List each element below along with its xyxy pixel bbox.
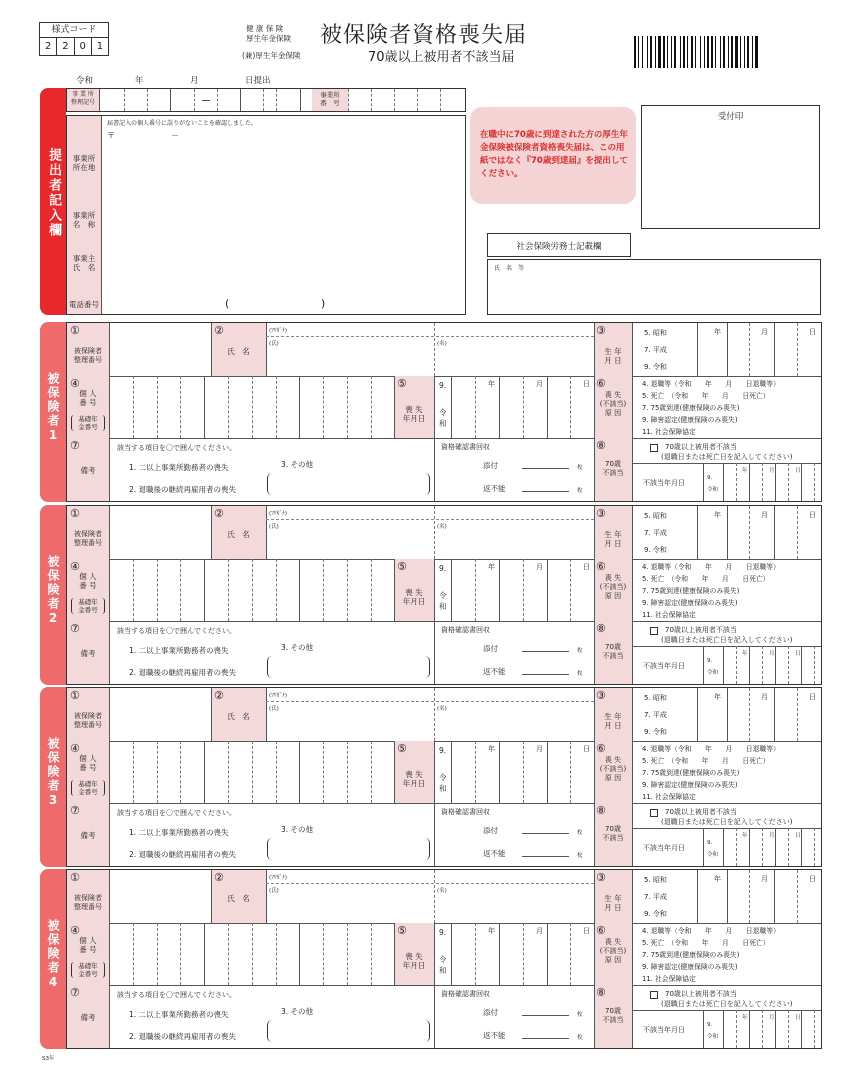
loss-era-reiwa: 令 和 xyxy=(439,955,447,975)
personal-number-label: 個 人 番 号 xyxy=(79,754,97,773)
seventy-label: 70歳 不該当 xyxy=(602,460,624,477)
circle-4: ④ xyxy=(70,377,80,390)
seventy-check-label: 70歳以上被用者不該当 xyxy=(665,808,737,816)
remarks-option-2: 2. 退職後の継続再雇用者の喪失 xyxy=(129,485,237,494)
given-name-label: (名) xyxy=(437,341,447,347)
nongai-year-unit: 年 xyxy=(742,651,748,657)
person-block xyxy=(66,687,822,867)
seventy-label: 70歳 不該当 xyxy=(602,1007,624,1024)
card-attached-label: 添付 xyxy=(483,461,498,470)
loss-reason-option: 7. 75歳到達(健康保険のみ喪失) xyxy=(642,951,740,959)
office-info-box xyxy=(66,115,466,315)
remarks-option-2: 2. 退職後の継続再雇用者の喪失 xyxy=(129,850,237,859)
loss-reason-option: 4. 退職等（令和 年 月 日退職等） xyxy=(642,563,780,571)
footer-code: S3年 xyxy=(42,1056,55,1062)
remarks-instruction: 該当する項目を〇で囲んでください。 xyxy=(117,991,236,999)
sharoushi-label-box xyxy=(487,233,631,257)
loss-reason-label: 喪 失 (不該当) 原 因 xyxy=(599,756,627,782)
family-name-label: (氏) xyxy=(269,524,279,530)
seventy-checkbox[interactable] xyxy=(650,809,658,817)
birth-year-unit: 年 xyxy=(714,693,721,701)
circle-6: ⑥ xyxy=(596,742,606,755)
submitter-side-label: 提出者記入欄 xyxy=(40,88,66,315)
postal-mark: 〒 xyxy=(107,131,115,140)
furigana-label: (ﾌﾘｶﾞﾅ) xyxy=(269,875,288,881)
circle-5: ⑤ xyxy=(397,924,407,937)
nongai-day-unit: 日 xyxy=(795,833,801,839)
loss-day-unit: 日 xyxy=(583,380,590,388)
reception-label: 受付印 xyxy=(717,112,744,122)
birth-era-option: 7. 平成 xyxy=(644,893,667,901)
card-attached-unit: 枚 xyxy=(577,465,583,471)
person-side-label: 被保険者1 xyxy=(40,322,66,502)
loss-reason-option: 9. 障害認定(健康保険のみ喪失) xyxy=(642,781,738,789)
owner-name-label: 事業主 氏 名 xyxy=(72,254,96,273)
card-return-label: 資格確認書回収 xyxy=(441,626,490,634)
loss-reason-option: 7. 75歳到達(健康保険のみ喪失) xyxy=(642,587,740,595)
birth-label: 生 年 月 日 xyxy=(604,530,622,549)
date-era: 令和 xyxy=(76,76,94,86)
remarks-other-bracket xyxy=(267,473,430,495)
loss-era-number: 9. xyxy=(439,928,447,937)
office-code-row xyxy=(66,88,466,112)
form-code-digit: 0 xyxy=(75,38,92,55)
birth-era-option: 7. 平成 xyxy=(644,346,667,354)
circle-5: ⑤ xyxy=(397,377,407,390)
barcode xyxy=(634,36,820,68)
birth-month-unit: 月 xyxy=(761,511,768,519)
person-block xyxy=(66,869,822,1049)
form-code-digit: 1 xyxy=(96,41,104,52)
birth-era-option: 5. 昭和 xyxy=(644,329,667,337)
nongai-year-unit: 年 xyxy=(742,1015,748,1021)
circle-8: ⑧ xyxy=(596,986,606,999)
loss-reason-option: 11. 社会保障協定 xyxy=(642,793,696,801)
circle-8: ⑧ xyxy=(596,804,606,817)
circle-2: ② xyxy=(214,689,224,702)
loss-reason-option: 7. 75歳到達(健康保険のみ喪失) xyxy=(642,404,740,412)
nongai-date-label: 不該当年月日 xyxy=(643,1026,685,1034)
remarks-option-2: 2. 退職後の継続再雇用者の喪失 xyxy=(129,1032,237,1041)
insurance-type-3: (兼)厚生年金保険 xyxy=(242,51,301,60)
remarks-option-1: 1. 二以上事業所勤務者の喪失 xyxy=(129,463,229,472)
family-name-label: (氏) xyxy=(269,888,279,894)
pension-number-label: 基礎年 金番号 xyxy=(71,598,105,614)
name-label: 氏 名 xyxy=(227,347,250,356)
loss-reason-option: 5. 死亡 （令和 年 月 日死亡） xyxy=(642,757,770,765)
nongai-date-label: 不該当年月日 xyxy=(643,844,685,852)
loss-day-unit: 日 xyxy=(583,927,590,935)
card-attached-unit: 枚 xyxy=(577,1012,583,1018)
card-not-returned-unit: 枚 xyxy=(577,853,583,859)
personal-number-label: 個 人 番 号 xyxy=(79,389,97,408)
seventy-checkbox[interactable] xyxy=(650,627,658,635)
nongai-era-reiwa: 令和 xyxy=(707,670,719,676)
loss-era-number: 9. xyxy=(439,564,447,573)
loss-era-reiwa: 令 和 xyxy=(439,408,447,428)
circle-2: ② xyxy=(214,871,224,884)
remarks-label: 備考 xyxy=(80,649,96,658)
nongai-month-unit: 月 xyxy=(769,833,775,839)
loss-reason-label: 喪 失 (不該当) 原 因 xyxy=(599,938,627,964)
seventy-check-label: 70歳以上被用者不該当 xyxy=(665,626,737,634)
loss-reason-option: 5. 死亡 （令和 年 月 日死亡） xyxy=(642,939,770,947)
nongai-year-unit: 年 xyxy=(742,833,748,839)
name-label: 氏 名 xyxy=(227,712,250,721)
personal-number-label: 個 人 番 号 xyxy=(79,936,97,955)
card-attached-unit: 枚 xyxy=(577,648,583,654)
birth-day-unit: 日 xyxy=(809,693,816,701)
card-attached-unit: 枚 xyxy=(577,830,583,836)
loss-reason-option: 11. 社会保障協定 xyxy=(642,975,696,983)
nongai-date-label: 不該当年月日 xyxy=(643,479,685,487)
loss-reason-option: 7. 75歳到達(健康保険のみ喪失) xyxy=(642,769,740,777)
insured-number-label: 被保険者 整理番号 xyxy=(74,347,102,364)
date-day: 日提出 xyxy=(245,76,271,86)
insured-number-label: 被保険者 整理番号 xyxy=(74,712,102,729)
birth-month-unit: 月 xyxy=(761,875,768,883)
pension-number-label: 基礎年 金番号 xyxy=(71,962,105,978)
card-not-returned-label: 返不能 xyxy=(483,667,506,676)
remarks-instruction: 該当する項目を〇で囲んでください。 xyxy=(117,809,236,817)
circle-1: ① xyxy=(70,507,80,520)
nongai-era-reiwa: 令和 xyxy=(707,487,719,493)
office-name-label: 事業所 名 称 xyxy=(72,211,96,230)
loss-month-unit: 月 xyxy=(536,745,543,753)
loss-reason-option: 9. 障害認定(健康保険のみ喪失) xyxy=(642,599,738,607)
remarks-other-bracket xyxy=(267,838,430,860)
given-name-label: (名) xyxy=(437,706,447,712)
remarks-label: 備考 xyxy=(80,1013,96,1022)
nongai-era-reiwa: 令和 xyxy=(707,852,719,858)
nongai-year-unit: 年 xyxy=(742,468,748,474)
personal-number-label: 個 人 番 号 xyxy=(79,572,97,591)
insurance-type-1: 健 康 保 険 xyxy=(246,24,284,33)
birth-label: 生 年 月 日 xyxy=(604,347,622,366)
remarks-option-3: 3. その他 xyxy=(281,643,314,652)
form-code-label: 様式コード xyxy=(40,23,108,38)
loss-reason-option: 11. 社会保障協定 xyxy=(642,611,696,619)
office-address-label: 事業所 所在地 xyxy=(72,154,96,173)
birth-era-option: 7. 平成 xyxy=(644,711,667,719)
seventy-check-label: 70歳以上被用者不該当 xyxy=(665,990,737,998)
seventy-label: 70歳 不該当 xyxy=(602,643,624,660)
circle-7: ⑦ xyxy=(70,804,80,817)
birth-era-option: 9. 令和 xyxy=(644,728,667,736)
family-name-label: (氏) xyxy=(269,341,279,347)
loss-reason-option: 9. 障害認定(健康保険のみ喪失) xyxy=(642,416,738,424)
circle-1: ① xyxy=(70,871,80,884)
seventy-note: (退職日または死亡日を記入してください) xyxy=(661,636,793,644)
card-attached-label: 添付 xyxy=(483,1008,498,1017)
seventy-note: (退職日または死亡日を記入してください) xyxy=(661,818,793,826)
circle-3: ③ xyxy=(596,871,606,884)
loss-date-label: 喪 失 年月日 xyxy=(402,770,426,789)
birth-era-option: 9. 令和 xyxy=(644,363,667,371)
circle-3: ③ xyxy=(596,689,606,702)
remarks-option-3: 3. その他 xyxy=(281,460,314,469)
loss-reason-label: 喪 失 (不該当) 原 因 xyxy=(599,391,627,417)
birth-month-unit: 月 xyxy=(761,328,768,336)
loss-reason-option: 5. 死亡 （令和 年 月 日死亡） xyxy=(642,575,770,583)
loss-date-label: 喪 失 年月日 xyxy=(402,405,426,424)
birth-label: 生 年 月 日 xyxy=(604,712,622,731)
circle-5: ⑤ xyxy=(397,560,407,573)
person-side-label: 被保険者3 xyxy=(40,687,66,867)
seventy-checkbox[interactable] xyxy=(650,991,658,999)
circle-7: ⑦ xyxy=(70,622,80,635)
birth-era-option: 5. 昭和 xyxy=(644,876,667,884)
loss-year-unit: 年 xyxy=(488,380,495,388)
name-label: 氏 名 xyxy=(227,530,250,539)
circle-8: ⑧ xyxy=(596,622,606,635)
loss-year-unit: 年 xyxy=(488,563,495,571)
seventy-label: 70歳 不該当 xyxy=(602,825,624,842)
remarks-other-bracket xyxy=(267,656,430,678)
page-subtitle: 70歳以上被用者不該当届 xyxy=(368,50,515,65)
circle-8: ⑧ xyxy=(596,439,606,452)
birth-month-unit: 月 xyxy=(761,693,768,701)
circle-1: ① xyxy=(70,689,80,702)
loss-date-label: 喪 失 年月日 xyxy=(402,952,426,971)
birth-year-unit: 年 xyxy=(714,511,721,519)
date-month: 月 xyxy=(190,76,199,86)
remarks-other-bracket xyxy=(267,1020,430,1042)
confirm-text: 届書記入の個人番号に誤りがないことを確認しました。 xyxy=(107,120,258,127)
nongai-era-number: 9. xyxy=(707,840,713,846)
furigana-label: (ﾌﾘｶﾞﾅ) xyxy=(269,693,288,699)
given-name-label: (名) xyxy=(437,524,447,530)
loss-date-label: 喪 失 年月日 xyxy=(402,588,426,607)
notice-box xyxy=(470,107,636,204)
remarks-instruction: 該当する項目を〇で囲んでください。 xyxy=(117,444,236,452)
circle-7: ⑦ xyxy=(70,439,80,452)
card-attached-label: 添付 xyxy=(483,826,498,835)
given-name-label: (名) xyxy=(437,888,447,894)
family-name-label: (氏) xyxy=(269,706,279,712)
phone-close: ) xyxy=(321,297,326,310)
seventy-checkbox[interactable] xyxy=(650,444,658,452)
loss-reason-option: 4. 退職等（令和 年 月 日退職等） xyxy=(642,745,780,753)
circle-3: ③ xyxy=(596,324,606,337)
nongai-era-number: 9. xyxy=(707,658,713,664)
card-return-label: 資格確認書回収 xyxy=(441,443,490,451)
person-side-label: 被保険者4 xyxy=(40,869,66,1049)
remarks-option-1: 1. 二以上事業所勤務者の喪失 xyxy=(129,646,229,655)
person-side-label: 被保険者2 xyxy=(40,505,66,685)
card-not-returned-label: 返不能 xyxy=(483,1031,506,1040)
circle-5: ⑤ xyxy=(397,742,407,755)
office-number-label: 事業所 番 号 xyxy=(320,91,340,108)
loss-reason-option: 5. 死亡 （令和 年 月 日死亡） xyxy=(642,392,770,400)
person-block xyxy=(66,322,822,502)
loss-reason-option: 9. 障害認定(健康保険のみ喪失) xyxy=(642,963,738,971)
remarks-label: 備考 xyxy=(80,831,96,840)
loss-era-reiwa: 令 和 xyxy=(439,773,447,793)
nongai-day-unit: 日 xyxy=(795,1015,801,1021)
remarks-label: 備考 xyxy=(80,466,96,475)
page-title: 被保険者資格喪失届 xyxy=(320,23,528,48)
card-not-returned-unit: 枚 xyxy=(577,1035,583,1041)
circle-1: ① xyxy=(70,324,80,337)
notice-text: 在職中に70歳に到達された方の厚生年金保険被保険者資格喪失届は、この用紙ではなく『70歳到達届』を提出してください。 xyxy=(480,130,628,179)
nongai-date-label: 不該当年月日 xyxy=(643,662,685,670)
person-block xyxy=(66,505,822,685)
birth-era-option: 9. 令和 xyxy=(644,910,667,918)
nongai-day-unit: 日 xyxy=(795,651,801,657)
furigana-label: (ﾌﾘｶﾞﾅ) xyxy=(269,511,288,517)
loss-year-unit: 年 xyxy=(488,745,495,753)
birth-era-option: 7. 平成 xyxy=(644,529,667,537)
loss-reason-option: 11. 社会保障協定 xyxy=(642,428,696,436)
nongai-month-unit: 月 xyxy=(769,651,775,657)
loss-month-unit: 月 xyxy=(536,563,543,571)
nongai-month-unit: 月 xyxy=(769,1015,775,1021)
postal-dash: － xyxy=(171,131,179,140)
remarks-instruction: 該当する項目を〇で囲んでください。 xyxy=(117,627,236,635)
loss-era-number: 9. xyxy=(439,381,447,390)
card-not-returned-unit: 枚 xyxy=(577,671,583,677)
remarks-option-1: 1. 二以上事業所勤務者の喪失 xyxy=(129,828,229,837)
circle-4: ④ xyxy=(70,742,80,755)
seventy-note: (退職日または死亡日を記入してください) xyxy=(661,1000,793,1008)
circle-4: ④ xyxy=(70,560,80,573)
circle-6: ⑥ xyxy=(596,560,606,573)
circle-4: ④ xyxy=(70,924,80,937)
birth-era-option: 5. 昭和 xyxy=(644,512,667,520)
loss-day-unit: 日 xyxy=(583,563,590,571)
birth-year-unit: 年 xyxy=(714,328,721,336)
form-code-digit: 2 xyxy=(57,38,74,55)
pension-number-label: 基礎年 金番号 xyxy=(71,415,105,431)
card-return-label: 資格確認書回収 xyxy=(441,808,490,816)
nongai-era-reiwa: 令和 xyxy=(707,1034,719,1040)
loss-reason-option: 4. 退職等（令和 年 月 日退職等） xyxy=(642,927,780,935)
office-code-label: 事 業 所 整理記号 xyxy=(70,91,95,106)
sharoushi-label: 社会保険労務士記載欄 xyxy=(516,242,602,252)
card-not-returned-unit: 枚 xyxy=(577,488,583,494)
furigana-label: (ﾌﾘｶﾞﾅ) xyxy=(269,328,288,334)
card-attached-label: 添付 xyxy=(483,644,498,653)
circle-2: ② xyxy=(214,507,224,520)
form-code-box xyxy=(39,22,109,56)
card-not-returned-label: 返不能 xyxy=(483,849,506,858)
loss-era-reiwa: 令 和 xyxy=(439,591,447,611)
loss-reason-option: 4. 退職等（令和 年 月 日退職等） xyxy=(642,380,780,388)
loss-month-unit: 月 xyxy=(536,927,543,935)
date-year: 年 xyxy=(135,76,144,86)
nongai-era-number: 9. xyxy=(707,1022,713,1028)
card-return-label: 資格確認書回収 xyxy=(441,990,490,998)
circle-2: ② xyxy=(214,324,224,337)
loss-day-unit: 日 xyxy=(583,745,590,753)
birth-era-option: 5. 昭和 xyxy=(644,694,667,702)
card-not-returned-label: 返不能 xyxy=(483,484,506,493)
birth-day-unit: 日 xyxy=(809,328,816,336)
insured-number-label: 被保険者 整理番号 xyxy=(74,894,102,911)
remarks-option-3: 3. その他 xyxy=(281,1007,314,1016)
birth-day-unit: 日 xyxy=(809,875,816,883)
birth-day-unit: 日 xyxy=(809,511,816,519)
phone-label: 電話番号 xyxy=(69,300,99,309)
phone-open: ( xyxy=(225,297,230,310)
form-code-digit: 2 xyxy=(40,38,57,55)
reception-stamp-box xyxy=(641,105,820,229)
pension-number-label: 基礎年 金番号 xyxy=(71,780,105,796)
birth-era-option: 9. 令和 xyxy=(644,546,667,554)
circle-3: ③ xyxy=(596,507,606,520)
nongai-era-number: 9. xyxy=(707,475,713,481)
loss-reason-label: 喪 失 (不該当) 原 因 xyxy=(599,574,627,600)
loss-month-unit: 月 xyxy=(536,380,543,388)
nongai-day-unit: 日 xyxy=(795,468,801,474)
name-label: 氏 名 xyxy=(227,894,250,903)
sharoushi-box xyxy=(487,259,821,315)
circle-6: ⑥ xyxy=(596,924,606,937)
remarks-option-3: 3. その他 xyxy=(281,825,314,834)
remarks-option-1: 1. 二以上事業所勤務者の喪失 xyxy=(129,1010,229,1019)
birth-label: 生 年 月 日 xyxy=(604,894,622,913)
seventy-check-label: 70歳以上被用者不該当 xyxy=(665,443,737,451)
seventy-note: (退職日または死亡日を記入してください) xyxy=(661,453,793,461)
nongai-month-unit: 月 xyxy=(769,468,775,474)
insured-number-label: 被保険者 整理番号 xyxy=(74,530,102,547)
circle-6: ⑥ xyxy=(596,377,606,390)
insurance-type-2: 厚生年金保険 xyxy=(246,34,291,43)
loss-era-number: 9. xyxy=(439,746,447,755)
sharoushi-name-label: 氏 名 等 xyxy=(494,265,525,272)
circle-7: ⑦ xyxy=(70,986,80,999)
loss-year-unit: 年 xyxy=(488,927,495,935)
remarks-option-2: 2. 退職後の継続再雇用者の喪失 xyxy=(129,668,237,677)
birth-year-unit: 年 xyxy=(714,875,721,883)
